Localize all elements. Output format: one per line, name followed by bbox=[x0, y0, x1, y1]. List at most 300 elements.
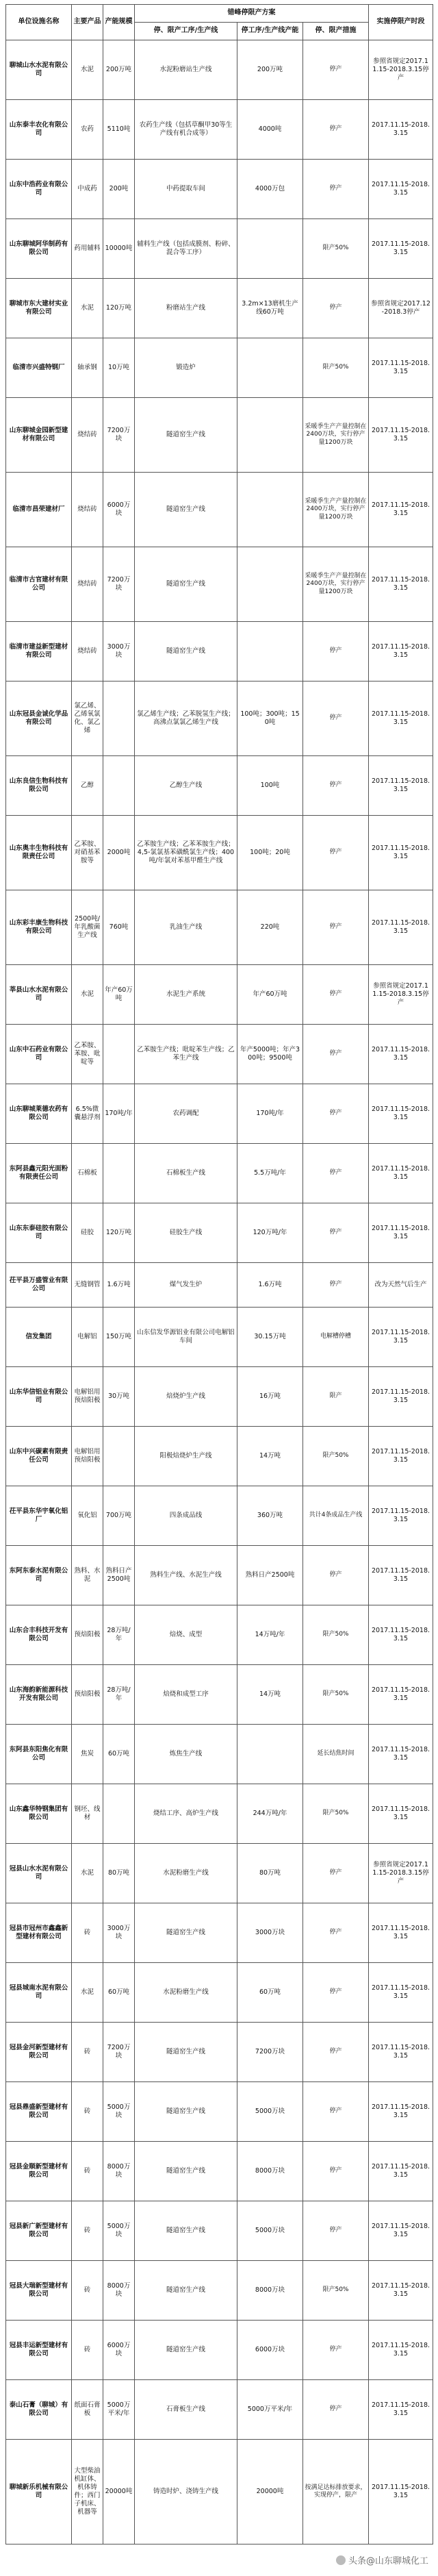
cell-period: 参照省规定2017.11.15-2018.3.15停产 bbox=[369, 40, 433, 100]
cell-process: 焙烧、成型 bbox=[135, 1605, 237, 1665]
cell-process: 乙苯胺生产线；乙苯苯胺生产线；4,5-氯氯基苯磺酰氯生产线；400吨/年氯对苯基甲醛生产线 bbox=[135, 816, 237, 890]
cell-process: 熟料生产线、水泥生产线 bbox=[135, 1546, 237, 1605]
cell-stop-proc: 5000万块 bbox=[237, 2082, 303, 2142]
table-row bbox=[6, 681, 433, 756]
cell-capacity: 6000万块 bbox=[103, 473, 135, 547]
cell-period: 2017.11.15-2018.3.15 bbox=[369, 681, 433, 756]
cell-measure: 限产50% bbox=[303, 2261, 369, 2321]
cell-unit: 山东中石药业有限公司 bbox=[6, 1025, 72, 1084]
watermark-text: 头条@山东聊城化工 bbox=[348, 2556, 428, 2566]
table-row bbox=[6, 473, 433, 547]
cell-unit: 冠县金顺新型建材有限公司 bbox=[6, 2142, 72, 2201]
cell-stop-proc bbox=[237, 219, 303, 279]
cell-stop-proc bbox=[237, 338, 303, 398]
cell-stop-proc bbox=[237, 547, 303, 622]
cell-product: 乙醇 bbox=[72, 756, 103, 816]
cell-stop-proc: 6000万块 bbox=[237, 2321, 303, 2380]
cell-unit: 山东彩丰康生物科技有限公司 bbox=[6, 890, 72, 965]
table-row bbox=[6, 2023, 433, 2082]
cell-process: 隧道窑生产线 bbox=[135, 622, 237, 681]
cell-period: 2017.11.15-2018.3.15 bbox=[369, 1665, 433, 1725]
cell-period: 2017.11.15-2018.3.15 bbox=[369, 2380, 433, 2440]
cell-capacity: 7200万块 bbox=[103, 547, 135, 622]
cell-measure: 停产 bbox=[303, 890, 369, 965]
table-row bbox=[6, 338, 433, 398]
table-row bbox=[6, 219, 433, 279]
cell-unit: 冠县市冠州市鑫鑫新型建材有限公司 bbox=[6, 1903, 72, 1963]
header-capacity: 产能规模 bbox=[103, 5, 135, 40]
toutiao-logo-icon bbox=[336, 2555, 346, 2565]
table-row bbox=[6, 1427, 433, 1486]
cell-period: 2017.11.15-2018.3.15 bbox=[369, 1963, 433, 2023]
cell-capacity bbox=[103, 756, 135, 816]
cell-process: 粉磨站生产线 bbox=[135, 279, 237, 338]
cell-period: 参照省规定2017.11.15-2018.3.15停产 bbox=[369, 1844, 433, 1903]
cell-process: 农药调配 bbox=[135, 1084, 237, 1144]
cell-period: 2017.11.15-2018.3.15 bbox=[369, 1203, 433, 1263]
cell-process: 隧道窑生产线 bbox=[135, 473, 237, 547]
cell-capacity: 200吨 bbox=[103, 160, 135, 219]
table-row bbox=[6, 1665, 433, 1725]
cell-measure: 停产 bbox=[303, 1144, 369, 1203]
cell-measure: 限产50% bbox=[303, 1665, 369, 1725]
cell-stop-proc bbox=[237, 622, 303, 681]
cell-capacity: 170吨/年 bbox=[103, 1084, 135, 1144]
cell-unit: 东阿县鑫元阳光面粉有限责任公司 bbox=[6, 1144, 72, 1203]
cell-capacity: 200万吨 bbox=[103, 40, 135, 100]
cell-period: 2017.11.15-2018.3.15 bbox=[369, 2082, 433, 2142]
cell-process: 乙苯胺生产线；吡啶苯生产线；乙苯生产线 bbox=[135, 1025, 237, 1084]
cell-product: 砖 bbox=[72, 1903, 103, 1963]
cell-capacity: 120万吨 bbox=[103, 1203, 135, 1263]
cell-capacity: 6000万块 bbox=[103, 2321, 135, 2380]
cell-measure: 延长结焦时间 bbox=[303, 1725, 369, 1784]
cell-stop-proc bbox=[237, 398, 303, 473]
cell-product: 2500吨/年乳酸菌生产线 bbox=[72, 890, 103, 965]
cell-stop-proc: 14万吨/年 bbox=[237, 1605, 303, 1665]
cell-period: 2017.11.15-2018.3.15 bbox=[369, 2321, 433, 2380]
header-measure: 停、限产措施 bbox=[303, 23, 369, 40]
table-row bbox=[6, 622, 433, 681]
cell-unit: 山东聊城金园新型建材有限公司 bbox=[6, 398, 72, 473]
cell-period: 2017.11.15-2018.3.15 bbox=[369, 1546, 433, 1605]
cell-measure: 停产 bbox=[303, 1546, 369, 1605]
cell-unit: 山东东泰硅胶有限公司 bbox=[6, 1203, 72, 1263]
cell-product: 大型柴油机缸体、机体铸件；西门子机床、机器等 bbox=[72, 2440, 103, 2544]
cell-unit: 山东泰丰农化有限公司 bbox=[6, 100, 72, 160]
cell-unit: 临清市兴盛特钢厂 bbox=[6, 338, 72, 398]
cell-unit: 山东良信生物科技有限公司 bbox=[6, 756, 72, 816]
cell-unit: 山东聊城阿华制药有限公司 bbox=[6, 219, 72, 279]
cell-product: 水泥 bbox=[72, 40, 103, 100]
cell-measure: 停产 bbox=[303, 2023, 369, 2082]
header-plan-group: 错峰停限产方案 bbox=[135, 5, 369, 23]
cell-period: 2017.11.15-2018.3.15 bbox=[369, 1784, 433, 1844]
cell-period: 2017.11.15-2018.3.15 bbox=[369, 338, 433, 398]
table-row bbox=[6, 1144, 433, 1203]
cell-product: 氯乙烯、乙烯氧氯化、氯乙烯 bbox=[72, 681, 103, 756]
cell-period: 参照省规定2017.11.15-2018.3.15停产 bbox=[369, 965, 433, 1025]
cell-product: 钢坯、线材 bbox=[72, 1784, 103, 1844]
cell-capacity: 8000万块 bbox=[103, 2142, 135, 2201]
cell-process: 氯乙烯生产线；乙苯脱氢生产线；高沸点氯氯乙烯生产线 bbox=[135, 681, 237, 756]
table-row bbox=[6, 1784, 433, 1844]
cell-product: 砖 bbox=[72, 2201, 103, 2261]
table-row bbox=[6, 40, 433, 100]
cell-measure: 停产 bbox=[303, 1025, 369, 1084]
table-row bbox=[6, 2440, 433, 2544]
cell-period: 2017.11.15-2018.3.15 bbox=[369, 1025, 433, 1084]
cell-period: 2017.11.15-2018.3.15 bbox=[369, 1367, 433, 1427]
cell-period: 2017.11.15-2018.3.15 bbox=[369, 2142, 433, 2201]
cell-measure: 停产 bbox=[303, 681, 369, 756]
cell-measure: 限产50% bbox=[303, 1427, 369, 1486]
cell-period: 2017.11.15-2018.3.15 bbox=[369, 756, 433, 816]
cell-process: 石膏板生产线 bbox=[135, 2380, 237, 2440]
cell-capacity: 30万吨 bbox=[103, 1367, 135, 1427]
watermark bbox=[336, 2553, 428, 2566]
header-product: 主要产品 bbox=[72, 5, 103, 40]
cell-measure: 停产 bbox=[303, 1263, 369, 1308]
cell-capacity: 60万吨 bbox=[103, 1963, 135, 2023]
cell-stop-proc: 7200万块 bbox=[237, 2023, 303, 2082]
cell-capacity bbox=[103, 1784, 135, 1844]
table-row bbox=[6, 279, 433, 338]
cell-period: 2017.11.15-2018.3.15 bbox=[369, 1605, 433, 1665]
cell-unit: 东阿东泰水泥有限公司 bbox=[6, 1546, 72, 1605]
cell-product: 石棉板 bbox=[72, 1144, 103, 1203]
cell-unit: 山东聊城莱德农药有限公司 bbox=[6, 1084, 72, 1144]
cell-process: 石棉板生产线 bbox=[135, 1144, 237, 1203]
cell-unit: 山东华信铝业有限公司 bbox=[6, 1367, 72, 1427]
table-row bbox=[6, 1963, 433, 2023]
cell-process: 隧道窑生产线 bbox=[135, 1903, 237, 1963]
cell-capacity: 10000吨 bbox=[103, 219, 135, 279]
table-row bbox=[6, 890, 433, 965]
cell-product: 焦炭 bbox=[72, 1725, 103, 1784]
cell-capacity: 7200万块 bbox=[103, 2023, 135, 2082]
production-limit-table bbox=[5, 4, 433, 2544]
cell-product: 烧结砖 bbox=[72, 473, 103, 547]
cell-process: 炼焦生产线 bbox=[135, 1725, 237, 1784]
cell-product: 轴承钢 bbox=[72, 338, 103, 398]
cell-capacity bbox=[103, 1427, 135, 1486]
cell-period: 2017.11.15-2018.3.15 bbox=[369, 890, 433, 965]
cell-unit: 聊城新乐机械有限公司 bbox=[6, 2440, 72, 2544]
cell-measure: 共计4条成品生产线 bbox=[303, 1486, 369, 1546]
table-row bbox=[6, 1844, 433, 1903]
cell-unit: 山东中兴碳素有限责任公司 bbox=[6, 1427, 72, 1486]
cell-capacity: 年产60万吨 bbox=[103, 965, 135, 1025]
cell-capacity: 8000万块 bbox=[103, 2261, 135, 2321]
cell-process: 水泥粉磨生产线 bbox=[135, 1844, 237, 1903]
cell-stop-proc: 120万吨/年 bbox=[237, 1203, 303, 1263]
cell-stop-proc: 5000万块 bbox=[237, 2201, 303, 2261]
cell-stop-proc: 5.5万吨/年 bbox=[237, 1144, 303, 1203]
cell-product: 乙苯胺、对硝基苯胺等 bbox=[72, 816, 103, 890]
cell-capacity: 760吨 bbox=[103, 890, 135, 965]
cell-process: 乳油生产线 bbox=[135, 890, 237, 965]
cell-product: 电解铝用预焙阳极 bbox=[72, 1367, 103, 1427]
table-row bbox=[6, 2201, 433, 2261]
cell-process: 焙烧炉生产线 bbox=[135, 1367, 237, 1427]
cell-period: 2017.11.15-2018.3.15 bbox=[369, 473, 433, 547]
cell-unit: 冠县大瑞新型建材有限公司 bbox=[6, 2261, 72, 2321]
cell-stop-proc: 3.2m×13磨机生产线60万吨 bbox=[237, 279, 303, 338]
cell-capacity: 2000吨 bbox=[103, 816, 135, 890]
cell-period: 2017.11.15-2018.3.15 bbox=[369, 2440, 433, 2544]
cell-unit: 聊城市东大建材实业有限公司 bbox=[6, 279, 72, 338]
table-row bbox=[6, 1725, 433, 1784]
cell-product: 预焙阳极 bbox=[72, 1605, 103, 1665]
header-process: 停、限产工序/生产线 bbox=[135, 23, 237, 40]
cell-unit: 山东鑫华特钢集团有限公司 bbox=[6, 1784, 72, 1844]
cell-process: 隧道窑生产线 bbox=[135, 2142, 237, 2201]
cell-period: 2017.11.15-2018.3.15 bbox=[369, 547, 433, 622]
cell-measure: 停产 bbox=[303, 2321, 369, 2380]
cell-capacity: 熟料日产2500吨 bbox=[103, 1546, 135, 1605]
table-row bbox=[6, 1263, 433, 1308]
cell-process: 烧结工序、高炉生产线 bbox=[135, 1784, 237, 1844]
cell-product: 无缝钢管 bbox=[72, 1263, 103, 1308]
cell-product: 砖 bbox=[72, 2082, 103, 2142]
cell-measure: 限产50% bbox=[303, 219, 369, 279]
table-row bbox=[6, 1025, 433, 1084]
cell-measure: 停产 bbox=[303, 100, 369, 160]
cell-period: 2017.11.15-2018.3.15 bbox=[369, 160, 433, 219]
cell-capacity: 3000万块 bbox=[103, 622, 135, 681]
cell-capacity: 5000万块 bbox=[103, 2082, 135, 2142]
cell-process: 阳极焙烧炉生产线 bbox=[135, 1427, 237, 1486]
cell-capacity: 1.6万吨 bbox=[103, 1263, 135, 1308]
table-row bbox=[6, 100, 433, 160]
cell-stop-proc: 220吨 bbox=[237, 890, 303, 965]
cell-process: 水泥粉磨生产线 bbox=[135, 1963, 237, 2023]
cell-product: 砖 bbox=[72, 2321, 103, 2380]
cell-stop-proc: 年产60万吨 bbox=[237, 965, 303, 1025]
cell-product: 砖 bbox=[72, 2023, 103, 2082]
cell-process: 硅胶生产线 bbox=[135, 1203, 237, 1263]
cell-measure: 采暖季生产产量控制在2400万块，实行停产量1200万块 bbox=[303, 547, 369, 622]
cell-product: 砖 bbox=[72, 2142, 103, 2201]
cell-process: 铸造时炉、浇铸生产线 bbox=[135, 2440, 237, 2544]
cell-unit: 茌平县万盛管业有限公司 bbox=[6, 1263, 72, 1308]
cell-measure: 按满足达标排放要求，实现停产，限产 bbox=[303, 2440, 369, 2544]
cell-unit: 山东中浩药业有限公司 bbox=[6, 160, 72, 219]
cell-process: 山东信发华源铝业有限公司电解铝车间 bbox=[135, 1308, 237, 1367]
cell-measure: 停产 bbox=[303, 279, 369, 338]
table-row bbox=[6, 816, 433, 890]
cell-stop-proc: 3000万块 bbox=[237, 1903, 303, 1963]
table-row bbox=[6, 1546, 433, 1605]
table-row bbox=[6, 2380, 433, 2440]
cell-product: 中成药 bbox=[72, 160, 103, 219]
cell-period: 2017.11.15-2018.3.15 bbox=[369, 1725, 433, 1784]
cell-measure: 停产 bbox=[303, 1963, 369, 2023]
cell-process: 农药生产线（包括草酮甲30等生产线有机合成等） bbox=[135, 100, 237, 160]
cell-stop-proc: 16万吨 bbox=[237, 1367, 303, 1427]
cell-period: 2017.11.15-2018.3.15 bbox=[369, 622, 433, 681]
cell-period: 2017.11.15-2018.3.15 bbox=[369, 816, 433, 890]
cell-period: 2017.11.15-2018.3.15 bbox=[369, 1308, 433, 1367]
cell-measure: 停产 bbox=[303, 1203, 369, 1263]
cell-stop-proc: 244万吨/年 bbox=[237, 1784, 303, 1844]
table-row bbox=[6, 2142, 433, 2201]
cell-capacity: 28万吨/年 bbox=[103, 1665, 135, 1725]
cell-measure: 采暖季生产产量控制在2400万块，实行停产量1200万块 bbox=[303, 473, 369, 547]
cell-product: 6.5%微囊悬浮剂 bbox=[72, 1084, 103, 1144]
cell-measure: 停产 bbox=[303, 2142, 369, 2201]
cell-unit: 冠县城南水泥有限公司 bbox=[6, 1963, 72, 2023]
cell-process: 隧道窑生产线 bbox=[135, 2082, 237, 2142]
cell-measure: 停产 bbox=[303, 40, 369, 100]
cell-measure: 限产 bbox=[303, 1367, 369, 1427]
cell-capacity: 28万吨/年 bbox=[103, 1605, 135, 1665]
cell-capacity bbox=[103, 681, 135, 756]
cell-measure: 停产 bbox=[303, 2201, 369, 2261]
table-row bbox=[6, 1203, 433, 1263]
header-row-1 bbox=[6, 5, 433, 23]
cell-stop-proc: 8000万块 bbox=[237, 2142, 303, 2201]
cell-product: 氧化铝 bbox=[72, 1486, 103, 1546]
cell-period: 2017.11.15-2018.3.15 bbox=[369, 2201, 433, 2261]
table-row bbox=[6, 1308, 433, 1367]
cell-unit: 冠县鼎盛新型建材有限公司 bbox=[6, 2082, 72, 2142]
table-row bbox=[6, 398, 433, 473]
cell-product: 纸面石膏板 bbox=[72, 2380, 103, 2440]
table-row bbox=[6, 1367, 433, 1427]
cell-capacity: 60万吨 bbox=[103, 1725, 135, 1784]
cell-measure: 停产 bbox=[303, 1844, 369, 1903]
cell-stop-proc: 100吨；20吨 bbox=[237, 816, 303, 890]
cell-stop-proc: 4000吨 bbox=[237, 100, 303, 160]
cell-product: 水泥 bbox=[72, 965, 103, 1025]
cell-capacity: 700万吨 bbox=[103, 1486, 135, 1546]
cell-measure: 电解槽停槽 bbox=[303, 1308, 369, 1367]
table-row bbox=[6, 160, 433, 219]
cell-stop-proc bbox=[237, 473, 303, 547]
cell-measure: 停产 bbox=[303, 2082, 369, 2142]
table-row bbox=[6, 2082, 433, 2142]
cell-measure: 限产50% bbox=[303, 1784, 369, 1844]
cell-product: 砖 bbox=[72, 2261, 103, 2321]
cell-capacity: 120万吨 bbox=[103, 279, 135, 338]
cell-capacity: 150万吨 bbox=[103, 1308, 135, 1367]
cell-product: 电解铝 bbox=[72, 1308, 103, 1367]
cell-product: 水泥 bbox=[72, 1844, 103, 1903]
cell-product: 水泥 bbox=[72, 1963, 103, 2023]
cell-stop-proc: 100吨；300吨；150吨 bbox=[237, 681, 303, 756]
cell-capacity: 5000万平米/年 bbox=[103, 2380, 135, 2440]
cell-process: 辅料生产线（包括成膜剂、粉碎、混合等工序） bbox=[135, 219, 237, 279]
cell-stop-proc: 14万吨 bbox=[237, 1427, 303, 1486]
cell-capacity: 80万吨 bbox=[103, 1844, 135, 1903]
cell-stop-proc: 1.6万吨 bbox=[237, 1263, 303, 1308]
cell-product: 熟料、水泥 bbox=[72, 1546, 103, 1605]
cell-stop-proc: 5000万平米/年 bbox=[237, 2380, 303, 2440]
cell-product: 烧结砖 bbox=[72, 547, 103, 622]
cell-product: 烧结砖 bbox=[72, 622, 103, 681]
cell-stop-proc: 80万吨 bbox=[237, 1844, 303, 1903]
cell-capacity: 3000万块 bbox=[103, 1903, 135, 1963]
cell-stop-proc: 年产5000吨；年产300吨；9500吨 bbox=[237, 1025, 303, 1084]
cell-stop-proc: 20000吨 bbox=[237, 2440, 303, 2544]
cell-capacity: 7200万块 bbox=[103, 398, 135, 473]
table-body bbox=[6, 40, 433, 2544]
cell-stop-proc: 熟料日产2500吨 bbox=[237, 1546, 303, 1605]
cell-measure: 停产 bbox=[303, 1903, 369, 1963]
cell-capacity: 10万吨 bbox=[103, 338, 135, 398]
table-row bbox=[6, 1903, 433, 1963]
cell-process: 煤气发生炉 bbox=[135, 1263, 237, 1308]
cell-process: 隧道窑生产线 bbox=[135, 2023, 237, 2082]
table-row bbox=[6, 2321, 433, 2380]
cell-process: 中药提取车间 bbox=[135, 160, 237, 219]
cell-unit: 莘县山水水泥有限公司 bbox=[6, 965, 72, 1025]
cell-unit: 信发集团 bbox=[6, 1308, 72, 1367]
cell-measure: 停产 bbox=[303, 622, 369, 681]
cell-unit: 泰山石膏（聊城）有限公司 bbox=[6, 2380, 72, 2440]
cell-product: 水泥 bbox=[72, 279, 103, 338]
cell-period: 2017.11.15-2018.3.15 bbox=[369, 2023, 433, 2082]
table-row bbox=[6, 1605, 433, 1665]
cell-process: 水泥粉磨站生产线 bbox=[135, 40, 237, 100]
cell-process: 隧道窑生产线 bbox=[135, 398, 237, 473]
cell-measure: 停产 bbox=[303, 2380, 369, 2440]
cell-capacity: 5110吨 bbox=[103, 100, 135, 160]
cell-process: 四条成品线 bbox=[135, 1486, 237, 1546]
cell-unit: 山东奥丰生物科技有限责任公司 bbox=[6, 816, 72, 890]
cell-measure: 停产 bbox=[303, 965, 369, 1025]
cell-stop-proc: 8000万块 bbox=[237, 2261, 303, 2321]
cell-unit: 山东冠县金诚化学品有限公司 bbox=[6, 681, 72, 756]
cell-process: 乙醇生产线 bbox=[135, 756, 237, 816]
cell-stop-proc: 14万吨 bbox=[237, 1665, 303, 1725]
cell-product: 乙苯胺、苯胺、吡啶等 bbox=[72, 1025, 103, 1084]
cell-period: 2017.11.15-2018.3.15 bbox=[369, 1144, 433, 1203]
cell-unit: 冠县山水水泥有限公司 bbox=[6, 1844, 72, 1903]
cell-unit: 临清市昌荣建材厂 bbox=[6, 473, 72, 547]
cell-product: 预焙阳极 bbox=[72, 1665, 103, 1725]
cell-period: 2017.11.15-2018.3.15 bbox=[369, 1486, 433, 1546]
cell-period: 2017.11.15-2018.3.15 bbox=[369, 219, 433, 279]
table-row bbox=[6, 965, 433, 1025]
cell-process: 隧道窑生产线 bbox=[135, 2261, 237, 2321]
cell-process: 水泥生产系统 bbox=[135, 965, 237, 1025]
cell-process: 焙烧和成型工序 bbox=[135, 1665, 237, 1725]
cell-unit: 东阿县东阳焦化有限公司 bbox=[6, 1725, 72, 1784]
cell-stop-proc: 360万吨 bbox=[237, 1486, 303, 1546]
cell-measure: 停产 bbox=[303, 816, 369, 890]
cell-unit: 冠县丰运新型建材有限公司 bbox=[6, 2321, 72, 2380]
cell-stop-proc bbox=[237, 1725, 303, 1784]
cell-product: 电解铝用预焙阳极 bbox=[72, 1427, 103, 1486]
header-stop-proc: 停工序/生产线产能 bbox=[237, 23, 303, 40]
header-period: 实施停限产时段 bbox=[369, 5, 433, 40]
table-row bbox=[6, 547, 433, 622]
cell-product: 农药 bbox=[72, 100, 103, 160]
cell-measure: 停产 bbox=[303, 160, 369, 219]
cell-unit: 山东海韵新能源科技开发有限公司 bbox=[6, 1665, 72, 1725]
cell-unit: 临清市建益新型建材有限公司 bbox=[6, 622, 72, 681]
cell-process: 锻造炉 bbox=[135, 338, 237, 398]
cell-unit: 冠县新广新型建材有限公司 bbox=[6, 2201, 72, 2261]
cell-stop-proc: 200万吨 bbox=[237, 40, 303, 100]
cell-period: 参照省规定2017.12-2018.3停产 bbox=[369, 279, 433, 338]
cell-period: 2017.11.15-2018.3.15 bbox=[369, 1084, 433, 1144]
cell-unit: 临清市古官建材有限公司 bbox=[6, 547, 72, 622]
table-row bbox=[6, 756, 433, 816]
